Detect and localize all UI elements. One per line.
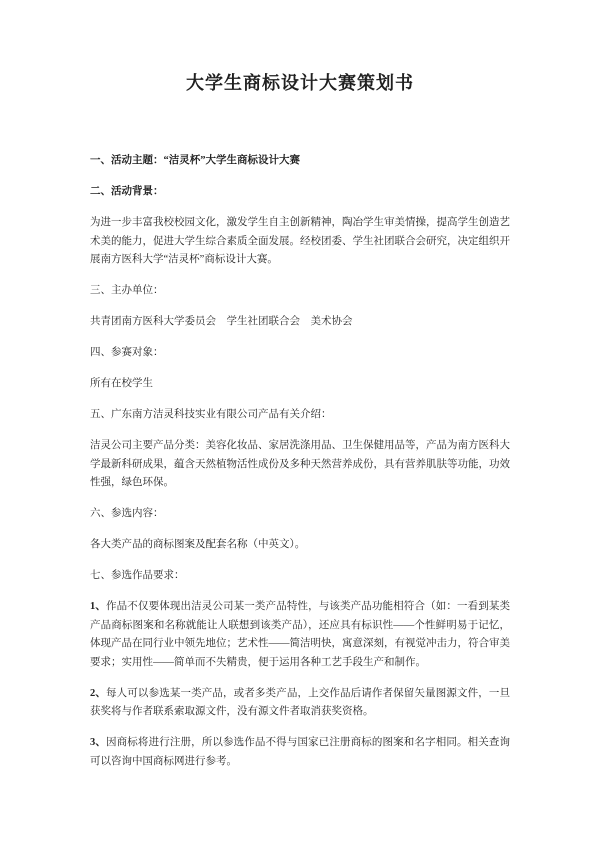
heading-company-intro: 五、广东南方洁灵科技实业有限公司产品有关介绍： xyxy=(90,409,332,420)
heading-activity-background: 二、活动背景： xyxy=(90,186,164,197)
requirement-item-3 xyxy=(90,734,510,771)
requirement-item-1 xyxy=(90,598,510,672)
requirement-text: 因商标将进行注册，所以参选作品不得与国家已注册商标的图案和名字相同。相关查询可以咨询中国商标网进行参考。 xyxy=(90,737,511,767)
requirement-text: 作品不仅要体现出洁灵公司某一类产品特性，与该类产品功能相符合（如：一看到某类产品商标图案和名称就能让人联想到该类产品），还应具有标识性——个性鲜明易于记忆，体现产品在同行业中领先地位；艺术性——简洁明快，寓意深刻，有视觉冲击力，符合审美要求；实用性——简单而不失精贵，便于运用各种工艺手段生产和制作。 xyxy=(90,601,511,668)
heading-participants: 四、参赛对象： xyxy=(90,347,164,358)
requirement-text: 每人可以参选某一类产品，或者多类产品，上交作品后请作者保留矢量图源文件，一旦获奖将与作者联系索取源文件，没有源文件者取消获奖资格。 xyxy=(90,687,511,717)
paragraph-organizers: 共青团南方医科大学委员会 学生社团联合会 美术协会 xyxy=(90,316,353,327)
list-number: 3、 xyxy=(90,737,107,748)
list-number: 1、 xyxy=(90,601,107,612)
paragraph-activity-background: 为进一步丰富我校校园文化，激发学生自主创新精神，陶冶学生审美情操，提高学生创造艺术美的能力，促进大学生综合素质全面发展。经校团委、学生社团联合会研究，决定组织开展南方医科大学“洁灵杯”商标设计大赛。 xyxy=(90,217,510,265)
page-title: 大学生商标设计大赛策划书 xyxy=(186,73,414,93)
heading-entry-requirements: 七、参选作品要求： xyxy=(90,570,185,581)
paragraph-participants: 所有在校学生 xyxy=(90,378,153,389)
heading-activity-theme: 一、活动主题：“洁灵杯”大学生商标设计大赛 xyxy=(90,155,300,166)
list-number: 2、 xyxy=(90,687,107,699)
requirement-item-2 xyxy=(90,685,510,722)
heading-entry-content: 六、参选内容： xyxy=(90,508,164,519)
paragraph-entry-content: 各大类产品的商标图案及配套名称（中英文）。 xyxy=(90,539,306,550)
paragraph-company-intro: 洁灵公司主要产品分类：美容化妆品、家居洗涤用品、卫生保健用品等，产品为南方医科大学最新科研成果，蕴含天然植物活性成份及多种天然营养成份，具有营养肌肤等功能，功效性强，绿色环保。 xyxy=(90,440,510,488)
heading-organizers: 三、主办单位： xyxy=(90,285,164,296)
